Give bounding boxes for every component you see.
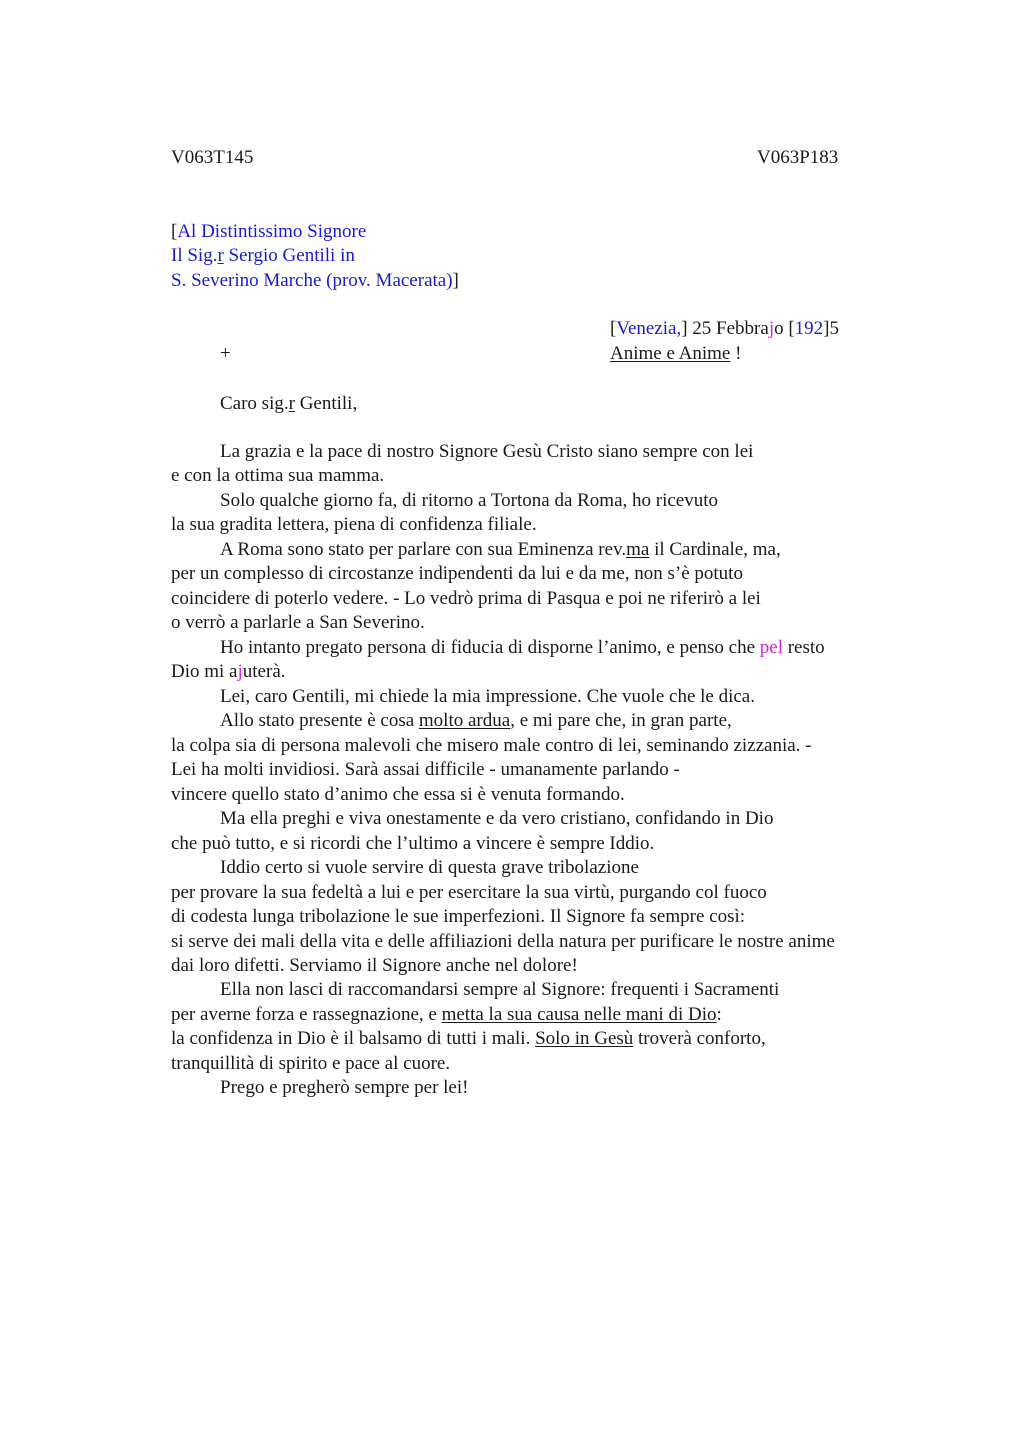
address-line-3: S. Severino Marche (prov. Macerata)] — [171, 270, 459, 291]
body-line: Solo qualche giorno fa, di ritorno a Tortona da Roma, ho ricevuto — [220, 490, 719, 511]
document-code-left: V063T145 — [171, 147, 254, 168]
body-line: Dio mi ajuterà. — [171, 661, 286, 682]
body-line: la colpa sia di persona malevoli che misero male contro di lei, seminando zizzania. - — [171, 735, 812, 756]
body-line: per averne forza e rassegnazione, e metta la sua causa nelle mani di Dio: — [171, 1004, 722, 1025]
body-line: Prego e pregherò sempre per lei! — [220, 1077, 469, 1098]
body-line: Ella non lasci di raccomandarsi sempre al Signore: frequenti i Sacramenti — [220, 979, 780, 1000]
body-line: A Roma sono stato per parlare con sua Eminenza rev.ma il Cardinale, ma, — [220, 539, 781, 560]
body-line: Lei, caro Gentili, mi chiede la mia impressione. Che vuole che le dica. — [220, 686, 755, 707]
body-line: che può tutto, e si ricordi che l’ultimo a vincere è sempre Iddio. — [171, 833, 655, 854]
body-line: coincidere di poterlo vedere. - Lo vedrò prima di Pasqua e poi ne riferirò a lei — [171, 588, 761, 609]
body-line: Lei ha molti invidiosi. Sarà assai difficile - umanamente parlando - — [171, 759, 680, 780]
body-line: La grazia e la pace di nostro Signore Gesù Cristo siano sempre con lei — [220, 441, 754, 462]
body-line: Ho intanto pregato persona di fiducia di disporne l’animo, e penso che pel resto — [220, 637, 825, 658]
body-line: la sua gradita lettera, piena di confidenza filiale. — [171, 514, 537, 535]
salutation: Caro sig.r Gentili, — [220, 393, 358, 414]
body-line: la confidenza in Dio è il balsamo di tutti i mali. Solo in Gesù troverà conforto, — [171, 1028, 766, 1049]
body-line: Ma ella preghi e viva onestamente e da vero cristiano, confidando in Dio — [220, 808, 774, 829]
document-code-right: V063P183 — [757, 147, 839, 168]
body-line: e con la ottima sua mamma. — [171, 465, 385, 486]
body-line: tranquillità di spirito e pace al cuore. — [171, 1053, 451, 1074]
body-line: vincere quello stato d’animo che essa si è venuta formando. — [171, 784, 625, 805]
body-line: Allo stato presente è cosa molto ardua, e mi pare che, in gran parte, — [220, 710, 732, 731]
body-line: per provare la sua fedeltà a lui e per esercitare la sua virtù, purgando col fuoco — [171, 882, 767, 903]
body-line: si serve dei mali della vita e delle affiliazioni della natura per purificare le nostre anime — [171, 931, 835, 952]
body-line: o verrò a parlarle a San Severino. — [171, 612, 425, 633]
body-line: di codesta lunga tribolazione le sue imperfezioni. Il Signore fa sempre così: — [171, 906, 746, 927]
body-line: dai loro difetti. Serviamo il Signore anche nel dolore! — [171, 955, 578, 976]
address-line-2: Il Sig.r Sergio Gentili in — [171, 245, 355, 266]
body-line: Iddio certo si vuole servire di questa grave tribolazione — [220, 857, 639, 878]
body-line: per un complesso di circostanze indipendenti da lui e da me, non s’è potuto — [171, 563, 743, 584]
cross-mark: + — [220, 343, 231, 364]
motto: Anime e Anime ! — [610, 343, 742, 364]
dateline: [Venezia,] 25 Febbrajo [192]5 — [610, 318, 839, 339]
address-line-1: [Al Distintissimo Signore — [171, 221, 367, 242]
